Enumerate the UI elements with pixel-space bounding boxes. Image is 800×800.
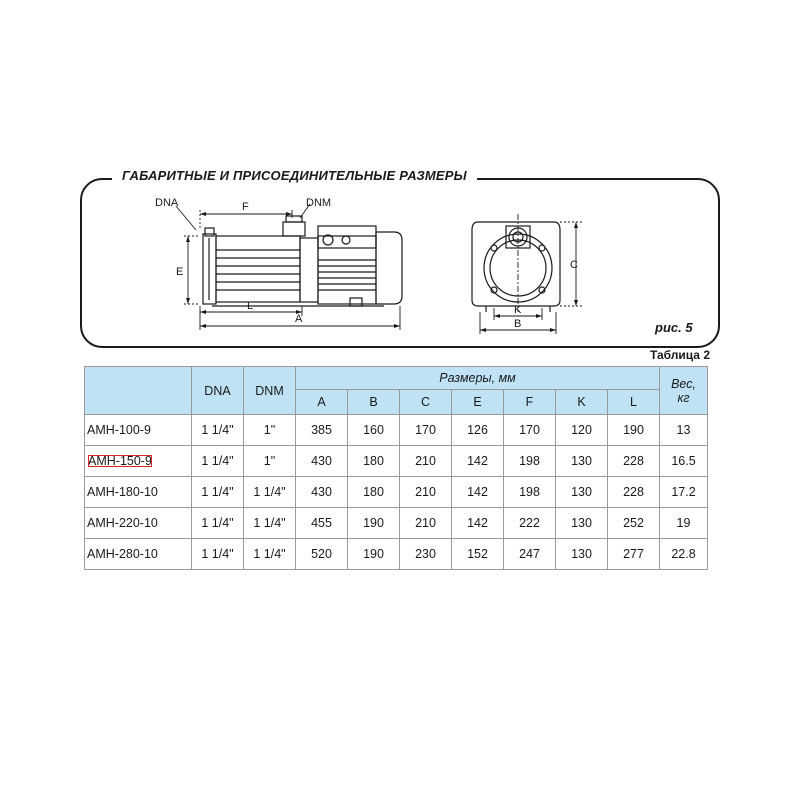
label-a: A	[295, 313, 303, 325]
cell-c: 170	[400, 415, 452, 446]
dimensions-table	[84, 366, 708, 570]
cell-f: 222	[504, 508, 556, 539]
cell-dna: 1 1/4"	[192, 446, 244, 477]
table-row	[85, 508, 708, 539]
cell-dna: 1 1/4"	[192, 508, 244, 539]
cell-dnm: 1"	[244, 415, 296, 446]
cell-model: АМН-220-10	[85, 508, 192, 539]
cell-k: 130	[556, 539, 608, 570]
cell-model: АМН-280-10	[85, 539, 192, 570]
header-dna: DNA	[192, 367, 244, 415]
cell-a: 455	[296, 508, 348, 539]
cell-e: 142	[452, 477, 504, 508]
header-sizes-group: Размеры, мм	[296, 367, 660, 390]
cell-c: 210	[400, 477, 452, 508]
cell-l: 228	[608, 446, 660, 477]
pump-front-view	[472, 222, 560, 312]
cell-model	[85, 446, 192, 477]
header-dim-f: F	[504, 390, 556, 415]
cell-a: 430	[296, 477, 348, 508]
cell-k: 130	[556, 446, 608, 477]
header-dim-l: L	[608, 390, 660, 415]
cell-dnm: 1 1/4"	[244, 508, 296, 539]
cell-e: 142	[452, 446, 504, 477]
cell-weight: 19	[660, 508, 708, 539]
highlighted-model: АМН-150-9	[88, 454, 152, 468]
label-k: K	[514, 304, 522, 316]
cell-dna: 1 1/4"	[192, 539, 244, 570]
cell-dnm: 1 1/4"	[244, 477, 296, 508]
cell-b: 180	[348, 446, 400, 477]
table-row	[85, 539, 708, 570]
header-dim-e: E	[452, 390, 504, 415]
cell-l: 252	[608, 508, 660, 539]
label-f: F	[242, 201, 249, 213]
cell-b: 190	[348, 539, 400, 570]
cell-c: 230	[400, 539, 452, 570]
label-e: E	[176, 266, 184, 278]
cell-model: АМН-100-9	[85, 415, 192, 446]
cell-b: 160	[348, 415, 400, 446]
header-weight-line1: Вес,	[671, 376, 696, 391]
table-row	[85, 415, 708, 446]
cell-l: 228	[608, 477, 660, 508]
header-dnm: DNM	[244, 367, 296, 415]
header-dim-k: K	[556, 390, 608, 415]
cell-l: 190	[608, 415, 660, 446]
cell-weight: 16.5	[660, 446, 708, 477]
side-view-arrows	[186, 212, 400, 328]
header-dim-a: A	[296, 390, 348, 415]
cell-a: 520	[296, 539, 348, 570]
table-row	[85, 446, 708, 477]
cell-weight: 22.8	[660, 539, 708, 570]
cell-dnm: 1"	[244, 446, 296, 477]
front-view-arrows	[480, 222, 578, 332]
cell-e: 126	[452, 415, 504, 446]
cell-a: 430	[296, 446, 348, 477]
label-c: C	[570, 259, 578, 271]
cell-f: 198	[504, 446, 556, 477]
cell-l: 277	[608, 539, 660, 570]
cell-weight: 13	[660, 415, 708, 446]
label-dna: DNA	[155, 197, 179, 209]
cell-b: 180	[348, 477, 400, 508]
cell-model: АМН-180-10	[85, 477, 192, 508]
cell-f: 198	[504, 477, 556, 508]
label-b: B	[514, 318, 522, 330]
cell-c: 210	[400, 508, 452, 539]
cell-dna: 1 1/4"	[192, 477, 244, 508]
table-row	[85, 477, 708, 508]
header-model	[85, 367, 192, 415]
header-dim-b: B	[348, 390, 400, 415]
cell-k: 130	[556, 508, 608, 539]
header-dim-c: C	[400, 390, 452, 415]
cell-e: 142	[452, 508, 504, 539]
cell-weight: 17.2	[660, 477, 708, 508]
cell-dnm: 1 1/4"	[244, 539, 296, 570]
header-weight-line2: кг	[677, 390, 690, 405]
cell-dna: 1 1/4"	[192, 415, 244, 446]
cell-f: 247	[504, 539, 556, 570]
table-caption: Таблица 2	[649, 348, 710, 362]
cell-k: 130	[556, 477, 608, 508]
cell-a: 385	[296, 415, 348, 446]
header-weight	[660, 367, 708, 415]
side-view-dimensions	[176, 204, 400, 330]
cell-e: 152	[452, 539, 504, 570]
section-title: ГАБАРИТНЫЕ И ПРИСОЕДИНИТЕЛЬНЫЕ РАЗМЕРЫ	[112, 168, 477, 183]
cell-b: 190	[348, 508, 400, 539]
cell-f: 170	[504, 415, 556, 446]
cell-k: 120	[556, 415, 608, 446]
label-dnm: DNM	[306, 197, 332, 209]
cell-c: 210	[400, 446, 452, 477]
pump-side-view	[203, 216, 402, 306]
label-l: L	[247, 300, 254, 312]
figure-label: рис. 5	[655, 320, 693, 335]
